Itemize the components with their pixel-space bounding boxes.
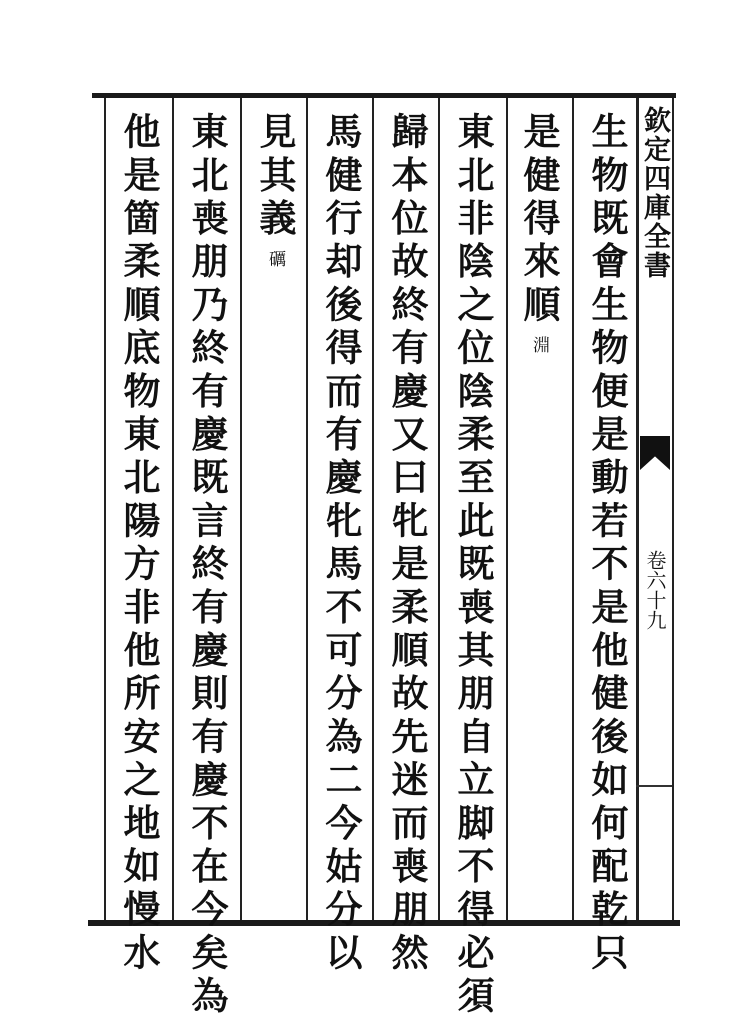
- text-column-4: [382, 112, 432, 976]
- text-column-3: [448, 112, 498, 1019]
- column-divider: [306, 98, 308, 920]
- annotation-note: 淵: [529, 336, 549, 353]
- column-divider: [506, 98, 508, 920]
- page-frame-right: [672, 98, 674, 920]
- column-divider: [240, 98, 242, 920]
- strip-divider: [636, 785, 672, 787]
- text-column-6: [250, 112, 300, 267]
- text-column-1: [582, 112, 632, 976]
- text-column-8: [114, 112, 164, 976]
- text-column-5: [316, 112, 366, 976]
- annotation-note: 礪: [265, 249, 285, 267]
- column-text: 歸本位故終有慶又曰牝是柔順故先迷而喪朋然: [385, 112, 429, 976]
- side-strip: [636, 98, 672, 920]
- column-text: 馬健行却後得而有慶牝馬不可分為二今姑分以: [319, 112, 363, 976]
- column-text: 東北喪朋乃終有慶既言終有慶則有慶不在今矣為: [185, 112, 229, 1020]
- volume-label: 卷六十九: [643, 550, 667, 630]
- column-divider: [372, 98, 374, 920]
- column-text: 是健得來順: [517, 112, 561, 328]
- column-divider: [438, 98, 440, 920]
- column-divider: [572, 98, 574, 920]
- text-column-7: [182, 112, 232, 1019]
- column-divider: [104, 98, 106, 920]
- page-frame-top: [92, 93, 676, 98]
- column-text: 東北非陰之位陰柔至此既喪其朋自立脚不得必須: [451, 112, 495, 1020]
- column-divider: [172, 98, 174, 920]
- book-title: 欽定四庫全書: [639, 106, 670, 280]
- text-column-2: [514, 112, 564, 353]
- column-text: 他是箇柔順底物東北陽方非他所安之地如慢水: [117, 112, 161, 976]
- fishtail-mark-icon: [640, 436, 670, 470]
- column-text: 生物既會生物便是動若不是他健後如何配乾只: [585, 112, 629, 976]
- column-text: 見其義: [253, 112, 297, 242]
